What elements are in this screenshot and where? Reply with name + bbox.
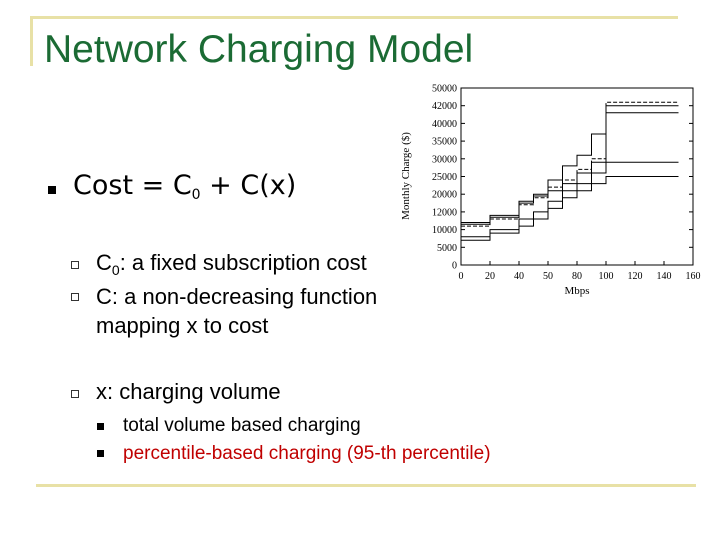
sub-bullet-total-volume: total volume based charging	[123, 415, 361, 436]
bullet-fixed-cost	[96, 250, 367, 278]
charge-series-line-3	[461, 113, 679, 225]
charge-series-line-4	[461, 162, 679, 236]
charge-series-line-5	[461, 177, 679, 241]
bullet-square-icon	[97, 423, 104, 430]
bullet-function-line1: C: a non-decreasing function	[96, 284, 378, 309]
y-tick-label: 0	[452, 260, 457, 272]
bullet-square-icon	[97, 450, 104, 457]
hollow-square-bullet-icon	[71, 293, 79, 301]
y-tick-label: 50000	[432, 83, 457, 95]
x-tick-label: 80	[572, 271, 582, 282]
hollow-square-bullet-icon	[71, 390, 79, 398]
x-axis-label: Mbps	[564, 285, 590, 297]
x-tick-label: 160	[685, 271, 701, 282]
y-tick-label: 42000	[432, 101, 457, 113]
bullet-function-line2: mapping x to cost	[96, 313, 269, 338]
x-tick-label: 140	[656, 271, 672, 282]
x-tick-label: 120	[627, 271, 643, 282]
bullet-fixed-cost-prefix: C	[96, 250, 112, 275]
bullet-fixed-cost-text: : a fixed subscription cost	[119, 250, 367, 275]
cost-formula-suffix: + C(x)	[200, 170, 297, 201]
monthly-charge-chart	[395, 78, 715, 308]
bullet-square-icon	[48, 186, 56, 194]
x-tick-label: 50	[543, 271, 553, 282]
y-tick-label: 12000	[432, 207, 457, 219]
slide-frame-top	[30, 16, 678, 19]
x-tick-label: 40	[514, 271, 524, 282]
y-tick-label: 5000	[437, 242, 457, 254]
bullet-fixed-cost-subscript: 0	[111, 262, 120, 278]
slide-frame-left	[30, 16, 33, 66]
y-tick-label: 25000	[432, 172, 457, 183]
y-tick-label: 10000	[432, 225, 457, 237]
y-axis-label: Monthly Charge ($)	[400, 132, 412, 220]
y-tick-label: 30000	[432, 154, 457, 166]
cost-formula-prefix: Cost = C	[73, 170, 192, 201]
sub-bullet-percentile: percentile-based charging (95-th percentile)	[123, 443, 491, 464]
x-tick-label: 20	[485, 271, 495, 282]
y-tick-label: 35000	[432, 136, 457, 148]
charge-series-line-1	[461, 106, 679, 223]
bullet-charging-volume: x: charging volume	[96, 379, 281, 404]
y-tick-label: 20000	[432, 189, 457, 201]
slide-frame-bottom	[36, 484, 696, 487]
slide-title: Network Charging Model	[44, 28, 474, 71]
y-tick-label: 40000	[432, 118, 457, 130]
x-tick-label: 100	[598, 271, 614, 282]
charge-series-line-2	[461, 102, 679, 226]
cost-formula	[73, 170, 296, 203]
cost-formula-subscript: 0	[191, 187, 201, 203]
x-tick-label: 0	[458, 271, 464, 282]
hollow-square-bullet-icon	[71, 261, 79, 269]
